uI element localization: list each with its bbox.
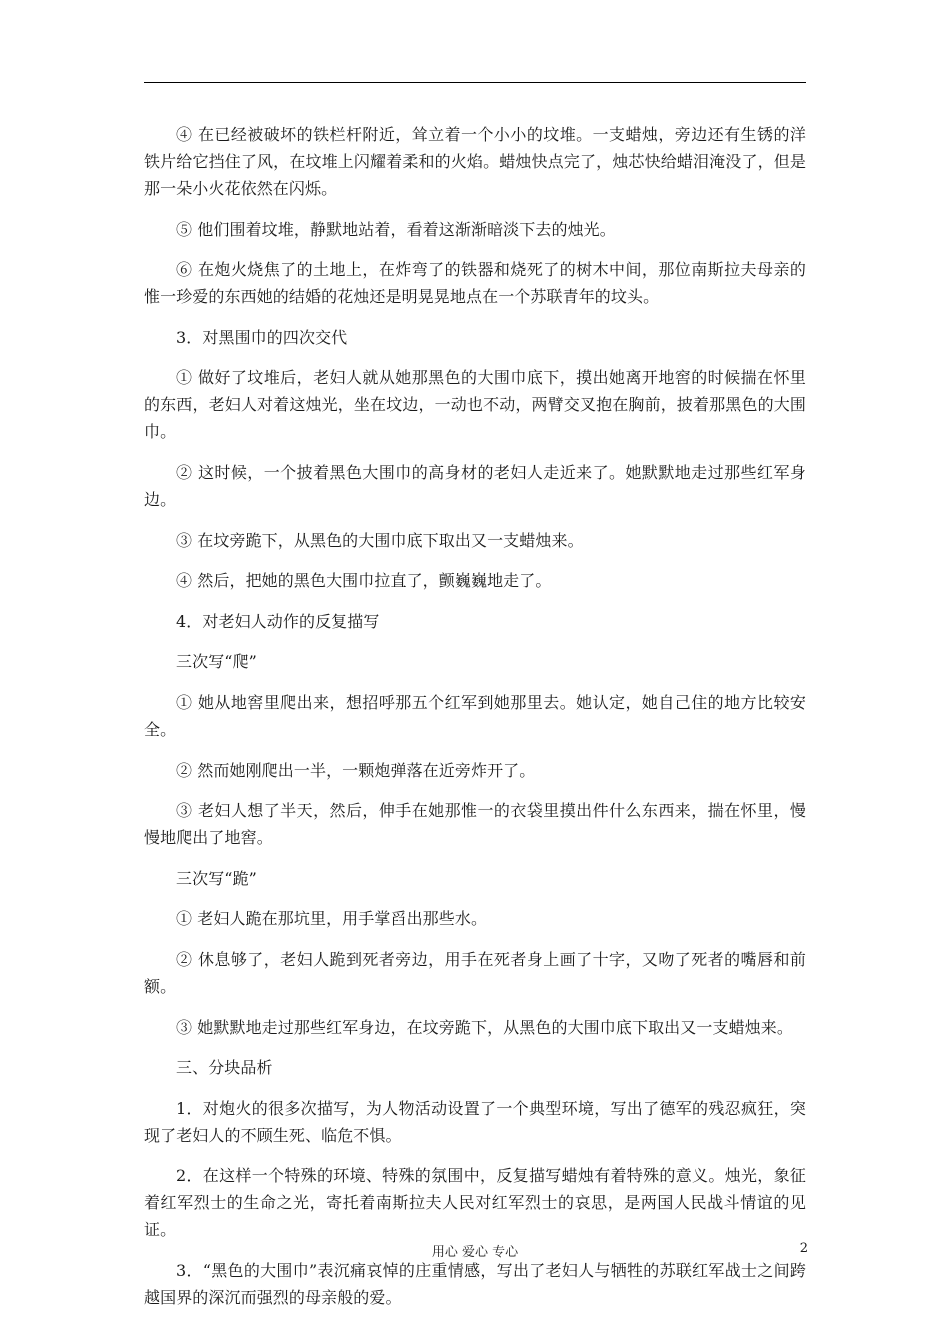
paragraph: ④ 然后，把她的黑色大围巾拉直了，颤巍巍地走了。 <box>176 571 552 591</box>
section-heading: 3．对黑围巾的四次交代 <box>176 327 348 347</box>
page-footer <box>0 1241 950 1261</box>
subsection-heading: 三次写“爬” <box>176 652 257 672</box>
paragraph: ② 然而她刚爬出一半，一颗炮弹落在近旁炸开了。 <box>176 760 536 780</box>
paragraph: ② 休息够了，老妇人跪到死者旁边，用手在死者身上画了十字，又吻了死者的嘴唇和前额。 <box>144 949 806 996</box>
paragraph: ④ 在已经被破坏的铁栏杆附近，耸立着一个小小的坟堆。一支蜡烛，旁边还有生锈的洋铁片给它挡住了风，在坟堆上闪耀着柔和的火焰。蜡烛快点完了，烛芯快给蜡泪淹没了，但是那一朵小火花依然在闪烁。 <box>144 125 806 198</box>
paragraph: ③ 在坟旁跪下，从黑色的大围巾底下取出又一支蜡烛来。 <box>176 530 584 550</box>
section-heading: 三、分块品析 <box>176 1058 273 1078</box>
paragraph: 1．对炮火的很多次描写，为人物活动设置了一个典型环境，写出了德军的残忍疯狂，突现了老妇人的不顾生死、临危不惧。 <box>144 1098 806 1145</box>
document-body <box>144 121 806 1324</box>
paragraph: ⑥ 在炮火烧焦了的土地上，在炸弯了的铁器和烧死了的树木中间，那位南斯拉夫母亲的惟一珍爱的东西她的结婚的花烛还是明晃晃地点在一个苏联青年的坟头。 <box>144 260 806 307</box>
footer-slogan: 用心 爱心 专心 <box>431 1245 519 1260</box>
paragraph: ① 她从地窖里爬出来，想招呼那五个红军到她那里去。她认定，她自己住的地方比较安全。 <box>144 692 806 739</box>
paragraph: ① 做好了坟堆后，老妇人就从她那黑色的大围巾底下，摸出她离开地窖的时候揣在怀里的东西，老妇人对着这烛光，坐在坟边，一动也不动，两臂交叉抱在胸前，披着那黑色的大围巾。 <box>144 368 806 442</box>
subsection-heading: 三次写“跪” <box>176 868 257 888</box>
paragraph: ③ 老妇人想了半天，然后，伸手在她那惟一的衣袋里摸出件什么东西来，揣在怀里，慢慢地爬出了地窖。 <box>144 801 806 848</box>
paragraph: ③ 她默默地走过那些红军身边，在坟旁跪下，从黑色的大围巾底下取出又一支蜡烛来。 <box>176 1017 793 1037</box>
paragraph: ② 这时候，一个披着黑色大围巾的高身材的老妇人走近来了。她默默地走过那些红军身边。 <box>144 462 806 509</box>
paragraph: ⑤ 他们围着坟堆，静默地站着，看着这渐渐暗淡下去的烛光。 <box>176 219 616 239</box>
paragraph: 3．“黑色的大围巾”表沉痛哀悼的庄重情感，写出了老妇人与牺牲的苏联红军战士之间跨越国界的深沉而强烈的母亲般的爱。 <box>144 1260 806 1307</box>
paragraph: ① 老妇人跪在那坑里，用手掌舀出那些水。 <box>176 909 488 929</box>
section-heading: 4．对老妇人动作的反复描写 <box>176 611 380 631</box>
page-number: 2 <box>799 1241 808 1256</box>
paragraph: 2．在这样一个特殊的环境、特殊的氛围中，反复描写蜡烛有着特殊的意义。烛光，象征着红军烈士的生命之光，寄托着南斯拉夫人民对红军烈士的哀思，是两国人民战斗情谊的见证。 <box>144 1166 806 1240</box>
header-rule <box>144 82 806 83</box>
